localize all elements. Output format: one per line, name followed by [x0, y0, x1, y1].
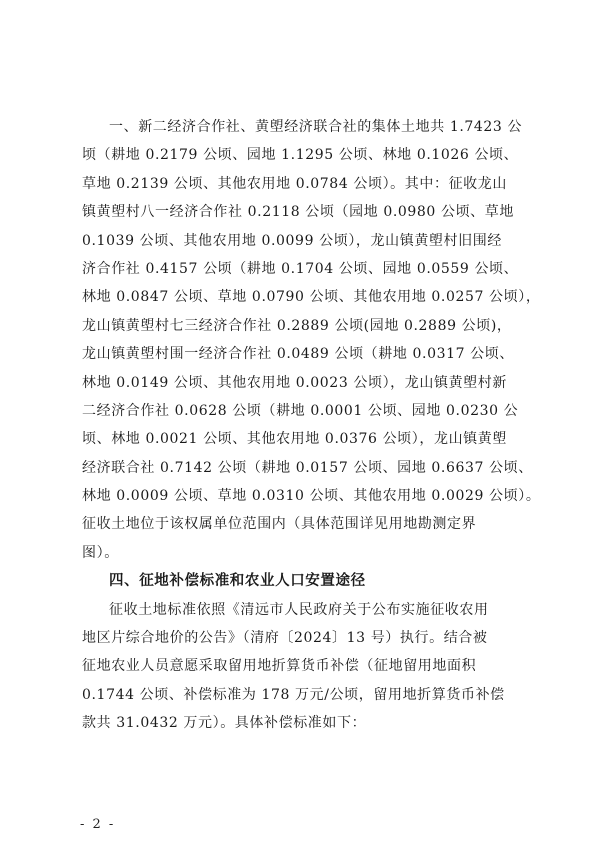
- document-body: [82, 113, 541, 738]
- paragraph-line: 龙山镇黄塱村七三经济合作社 0.2889 公顷(园地 0.2889 公顷)，: [82, 317, 512, 334]
- paragraph-line: 镇黄塱村八一经济合作社 0.2118 公顷（园地 0.0980 公顷、草地: [82, 204, 514, 221]
- paragraph-line: 经济联合社 0.7142 公顷（耕地 0.0157 公顷、园地 0.6637 公顷、: [82, 459, 533, 476]
- paragraph-line: 图）。: [82, 544, 119, 561]
- paragraph-line: 龙山镇黄塱村围一经济合作社 0.0489 公顷（耕地 0.0317 公顷、: [82, 346, 514, 363]
- paragraph-line: 征收土地位于该权属单位范围内（具体范围详见用地勘测定界: [82, 516, 477, 533]
- paragraph-line: 林地 0.0847 公顷、草地 0.0790 公顷、其他农用地 0.0257 公顷），: [82, 289, 541, 306]
- paragraph-line: 顷（耕地 0.2179 公顷、园地 1.1295 公顷、林地 0.1026 公顷、: [82, 147, 519, 164]
- paragraph-line: 济合作社 0.4157 公顷（耕地 0.1704 公顷、园地 0.0559 公顷、: [82, 260, 519, 277]
- paragraph-line: 草地 0.2139 公顷、其他农用地 0.0784 公顷）。其中：征收龙山: [82, 175, 507, 192]
- section-heading: 四、征地补偿标准和农业人口安置途径: [109, 573, 366, 590]
- paragraph-line: 地区片综合地价的公告》（清府〔2024〕13 号）执行。结合被: [82, 630, 488, 647]
- paragraph-line: 林地 0.0009 公顷、草地 0.0310 公顷、其他农用地 0.0029 公顷）。: [82, 488, 541, 505]
- paragraph-line: 0.1039 公顷、其他农用地 0.0099 公顷），龙山镇黄塱村旧围经: [82, 232, 502, 249]
- paragraph-line: 林地 0.0149 公顷、其他农用地 0.0023 公顷），龙山镇黄塱村新: [82, 374, 507, 391]
- paragraph-line: 二经济合作社 0.0628 公顷（耕地 0.0001 公顷、园地 0.0230 公: [82, 402, 519, 419]
- paragraph-line: 一、新二经济合作社、黄塱经济联合社的集体土地共 1.7423 公: [109, 119, 523, 135]
- paragraph-line: 征收土地标准依照《清远市人民政府关于公布实施征收农用: [109, 601, 489, 618]
- paragraph-line: 0.1744 公顷、补偿标准为 178 万元/公顷，留用地折算货币补偿: [82, 686, 505, 703]
- paragraph-line: 顷、林地 0.0021 公顷、其他农用地 0.0376 公顷），龙山镇黄塱: [82, 431, 507, 448]
- paragraph-line: 征地农业人员意愿采取留用地折算货币补偿（征地留用地面积: [82, 658, 477, 675]
- page-number: - 2 -: [80, 817, 116, 832]
- paragraph-line: 款共 31.0432 万元）。具体补偿标准如下：: [82, 715, 367, 732]
